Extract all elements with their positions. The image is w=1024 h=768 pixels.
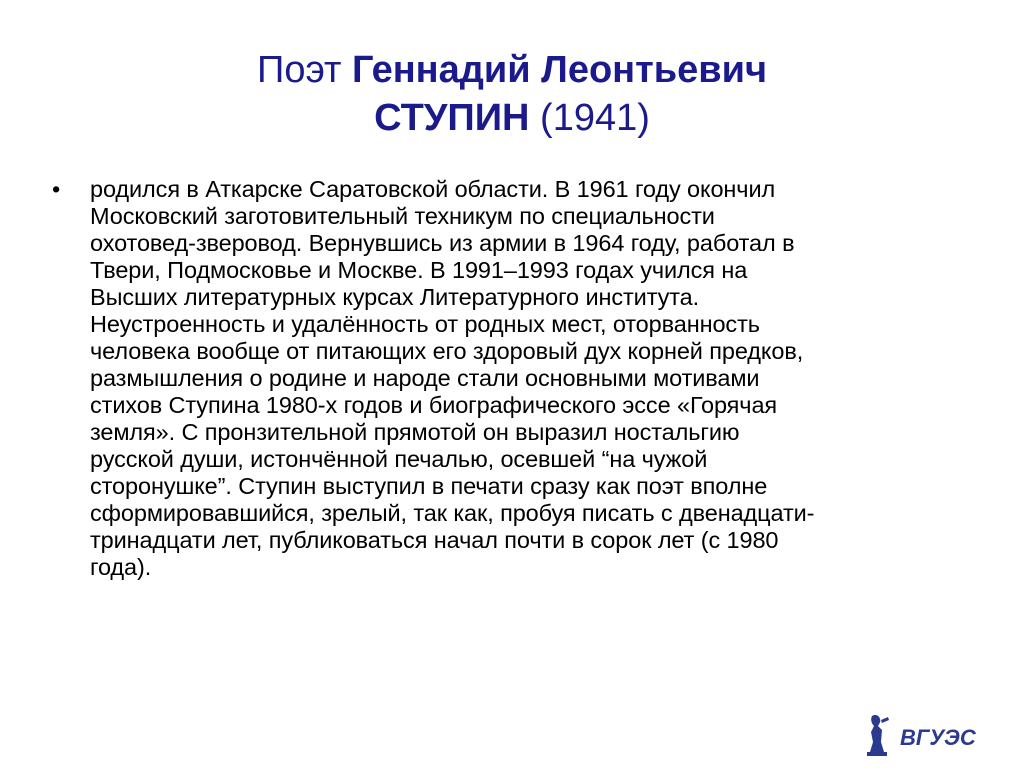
bullet-item <box>50 176 990 581</box>
body-line: стихов Ступина 1980-х годов и биографического эссе «Горячая <box>90 392 778 418</box>
body-line: русской души, истончённой печалью, осевшей “на чужой <box>90 446 708 472</box>
bullet-marker: • <box>52 176 61 202</box>
body-line: Высших литературных курсах Литературного института. <box>90 284 700 310</box>
body-line: Неустроенность и удалённость от родных мест, оторванность <box>90 311 760 337</box>
body-line: года). <box>90 554 152 580</box>
body-line: размышления о родине и народе стали основными мотивами <box>90 365 760 391</box>
body-line: сторонушке”. Ступин выступил в печати сразу как поэт вполне <box>90 473 768 499</box>
title-name: Геннадий Леонтьевич <box>351 49 767 91</box>
bullet-list <box>50 176 990 581</box>
statue-emblem-icon <box>867 715 889 756</box>
title-line-1 <box>0 46 1024 94</box>
body-line: земля». С пронзительной прямотой он выразил ностальгию <box>90 419 740 445</box>
body-line: тринадцати лет, публиковаться начал почти в сорок лет (с 1980 <box>90 527 779 553</box>
slide-title <box>0 46 1024 142</box>
title-surname: СТУПИН <box>374 97 530 139</box>
body-line: Твери, Подмосковье и Москве. В 1991–1993 годах учился на <box>90 257 748 283</box>
body-line: Московский заготовительный техникум по специальности <box>90 203 715 229</box>
logo-text: ВГУЭС <box>900 725 976 750</box>
title-line-2 <box>0 94 1024 142</box>
body-line: человека вообще от питающих его здоровый дух корней предков, <box>90 338 804 364</box>
title-prefix: Поэт <box>257 49 352 91</box>
university-logo <box>862 712 992 760</box>
body-line: родился в Аткарске Саратовской области. В 1961 году окончил <box>90 176 776 202</box>
title-year: (1941) <box>529 97 650 139</box>
body-line: сформировавшийся, зрелый, так как, пробуя писать с двенадцати- <box>90 500 815 526</box>
body-line: охотовед-зверовод. Вернувшись из армии в 1964 году, работал в <box>90 230 795 256</box>
